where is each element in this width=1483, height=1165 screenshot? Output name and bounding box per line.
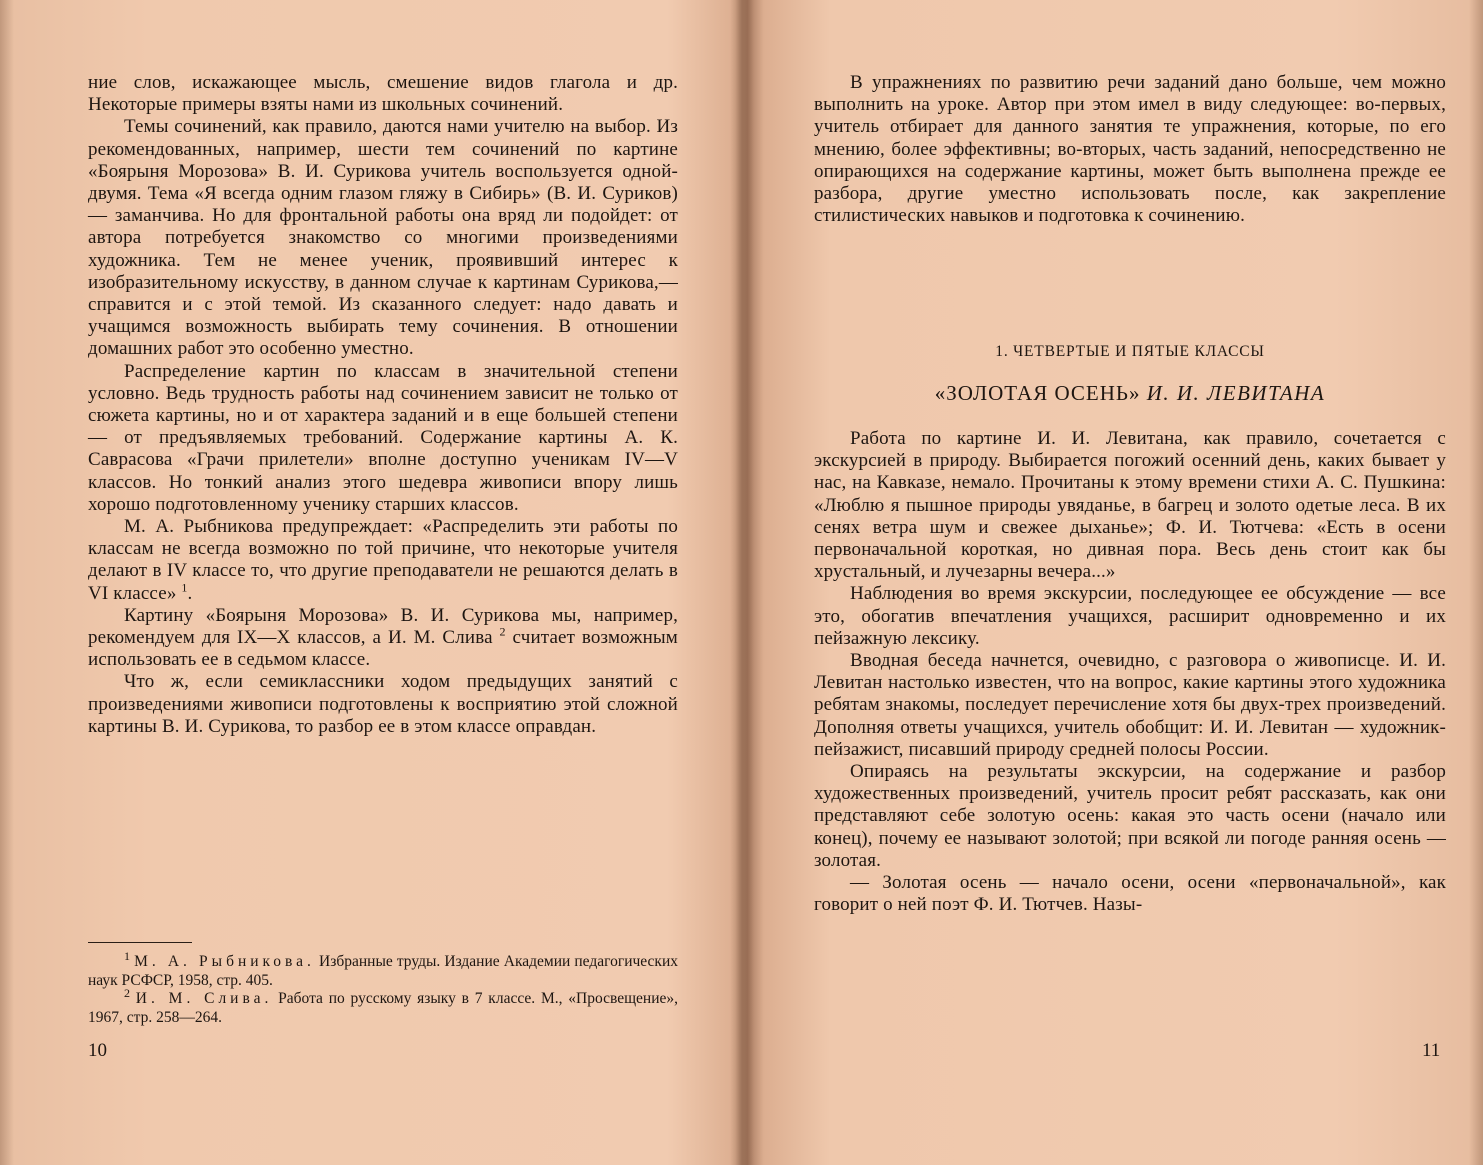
chapter-title-author: И. И. ЛЕВИТАНА xyxy=(1146,381,1326,405)
right-paragraph-5: — Золотая осень — начало осени, осени «первоначальной», как говорит о ней поэт Ф. И. Тютчев. Назы- xyxy=(814,872,1446,916)
footnote-2-author: И. М. Слива. xyxy=(135,990,273,1007)
left-paragraph-3: Распределение картин по классам в значительной степени условно. Ведь трудность работы над сочинением зависит не только от сюжета картины, но и от характера заданий и в еще большей степени — от предъявляемых требований. Содержание картины А. К. Саврасова «Грачи прилетели» вполне доступно ученикам IV—V классов. Но тонкий анализ этого шедевра живописи впору лишь хорошо подготовленному ученику старших классов. xyxy=(88,360,678,515)
footnote-1 xyxy=(88,948,679,990)
left-page-text xyxy=(88,72,678,738)
footnote-2-mark: 2 xyxy=(124,985,130,1000)
left-page xyxy=(0,0,740,1165)
left-paragraph-4-end: . xyxy=(187,582,193,604)
right-paragraph-3: Вводная беседа начнется, очевидно, с разговора о живописце. И. И. Левитан настолько известен, что на вопрос, какие картины этого художника ребятам знакомы, последует перечисление хотя бы двух-трех произведений. Дополняя ответы учащихся, учитель обобщит: И. И. Левитан — художник-пейзажист, писавший природу средней полосы России. xyxy=(814,650,1446,760)
right-paragraph-4: Опираясь на результаты экскурсии, на содержание и разбор художественных произведений, учитель просит ребят рассказать, как они представляют себе золотую осень: какая это часть осени (начало или конец), почему ее называют золотой; при всякой ли погоде ранняя осень — золотая. xyxy=(814,761,1446,871)
footnote-2-text: Работа по русскому языку в 7 классе. М., «Просвещение», 1967, стр. 258—264. xyxy=(88,990,678,1026)
footnote-1-author: М. А. Рыбникова. xyxy=(134,953,315,970)
left-paragraph-5-start: Картину «Боярыня Морозова» В. И. Сурикова мы, например, рекомендуем для IX—X классов, а И. М. Слива xyxy=(88,604,678,649)
footnote-2 xyxy=(88,985,678,1027)
left-paragraph-4 xyxy=(88,516,678,605)
footnote-2-reference: 2 xyxy=(499,624,506,639)
right-page-number: 11 xyxy=(1422,1040,1441,1061)
right-page-intro xyxy=(814,72,1446,227)
chapter-title xyxy=(814,381,1446,406)
right-paragraph-2: Наблюдения во время экскурсии, последующее ее обсуждение — все это, обогатив впечатления учащихся, расширит одновременно и их пейзажную лексику. xyxy=(814,583,1446,649)
footnote-divider xyxy=(88,942,192,943)
left-paragraph-2: Темы сочинений, как правило, даются нами учителю на выбор. Из рекомендованных, например, шести тем сочинений по картине «Боярыня Морозова» В. И. Сурикова учитель воспользуется одной-двумя. Тема «Я всегда одним глазом гляжу в Сибирь» (В. И. Суриков) — заманчива. Но для фронтальной работы она вряд ли подойдет: от автора потребуется знакомство со многими произведениями художника. Тем не менее ученик, проявивший интерес к изобразительному искусству, в данном случае к картинам Сурикова,— справится и с этой темой. Из сказанного следует: надо давать и учащимся возможность выбирать тему сочинения. В отношении домашних работ это особенно уместно. xyxy=(88,116,678,360)
right-intro-paragraph: В упражнениях по развитию речи заданий дано больше, чем можно выполнить на уроке. Автор при этом имел в виду следующее: во-первых, учитель отбирает для данного занятия те упражнения, которые, по его мнению, более эффективны; во-вторых, часть заданий, непосредственно не опирающихся на содержание картины, может быть выполнена прежде ее разбора, другие уместно использовать после, как закрепление стилистических навыков и подготовка к сочинению. xyxy=(814,72,1446,227)
left-paragraph-4-text: М. А. Рыбникова предупреждает: «Распределить эти работы по классам не всегда возможно по той причине, что некоторые учителя делают в IV классе то, что другие преподаватели не решаются делать в VI классе» xyxy=(88,516,678,604)
left-paragraph-6: Что ж, если семиклассники ходом предыдущих занятий с произведениями живописи подготовлены к восприятию этой сложной картины В. И. Сурикова, то разбор ее в этом классе оправдан. xyxy=(88,671,678,737)
chapter-title-name: «ЗОЛОТАЯ ОСЕНЬ» xyxy=(934,381,1141,405)
footnote-1-mark: 1 xyxy=(124,948,130,963)
left-page-number: 10 xyxy=(88,1040,107,1061)
right-paragraph-1: Работа по картине И. И. Левитана, как правило, сочетается с экскурсией в природу. Выбирается погожий осенний день, каких бывает у нас, на Кавказе, немало. Прочитаны к этому времени стихи А. С. Пушкина: «Люблю я пышное природы увяданье, в багрец и золото одетые леса. В их сенях ветра шум и свежее дыханье»; Ф. И. Тютчева: «Есть в осени первоначальной короткая, но дивная пора. Весь день стоит как бы хрустальный, и лучезарны вечера...» xyxy=(814,428,1446,583)
section-heading: 1. ЧЕТВЕРТЫЕ И ПЯТЫЕ КЛАССЫ xyxy=(995,343,1265,360)
left-paragraph-5 xyxy=(88,605,678,672)
footnotes xyxy=(88,948,679,1027)
left-paragraph-1: ние слов, искажающее мысль, смешение видов глагола и др. Некоторые примеры взяты нами из школьных сочинений. xyxy=(88,72,678,116)
footnote-1-text: Избранные труды. Издание Академии педагогических наук РСФСР, 1958, стр. 405. xyxy=(88,953,679,989)
left-paragraph-5-end: считает возможным использовать ее в седьмом классе. xyxy=(88,627,678,671)
footnote-1-reference: 1 xyxy=(181,580,188,595)
right-page-body xyxy=(814,428,1446,916)
right-page xyxy=(742,0,1483,1165)
